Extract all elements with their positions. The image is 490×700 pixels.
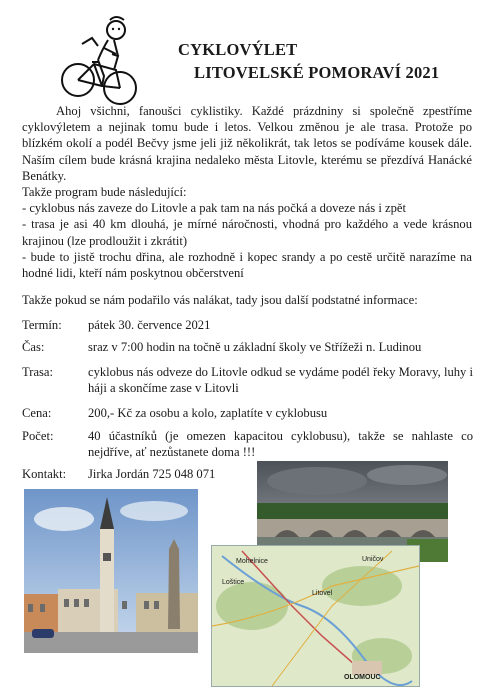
detail-value: sraz v 7:00 hodin na točně u základní školy ve Střížeži n. Ludinou [88,340,422,354]
route-map [211,545,420,687]
program-bullet-3: - bude to jistě trochu dřina, ale rozhodně i kopec srandy a po cestě určitě narazíme na hodné lidi, kteří nám poskytnou občerstvení [22,249,472,281]
detail-value: cyklobus nás odveze do Litovle odkud se vydáme podél řeky Moravy, luhy i háji a skončíme zase v Litovli [88,365,473,396]
program-bullet-1: - cyklobus nás zaveze do Litovle a pak tam na nás počká a doveze nás i zpět [22,201,406,216]
detail-row-price [22,405,482,423]
title-line-2: LITOVELSKÉ POMORAVÍ 2021 [194,63,440,82]
page-title [178,38,439,84]
cyclist-logo-icon [58,14,140,106]
intro-section [22,103,472,281]
detail-row-count [22,428,482,462]
detail-label: Trasa: [22,365,54,379]
detail-label: Kontakt: [22,467,67,481]
detail-label: Počet: [22,429,54,443]
program-bullet-2: - trasa je asi 40 km dlouhá, je mírné náročnosti, vhodná pro každého a vede krásnou krajinou (lze prodloužit i zkrátit) [22,217,472,248]
detail-label: Termín: [22,318,62,332]
detail-row-time [22,339,482,357]
detail-row-route [22,364,482,398]
map-label-litovel: Litovel [312,590,333,597]
intro-paragraph: Ahoj všichni, fanoušci cyklistiky. Každé prázdniny si společně zpestříme cyklovýletem a nejinak tomu bude i letos. Velkou změnou je ale trasa. Protože po blízkém okolí a podél Bečvy jsme jeli již několikrát, tak letos se podíváme kousek dále. Naším cílem bude krásná krajina nedaleko města Litovle, kterému se přezdívá Hanácké Benátky. [22,104,472,183]
detail-label: Cena: [22,406,52,420]
title-line-1: CYKLOVÝLET [178,40,298,59]
map-label-mohelnice: Mohelnice [236,558,268,565]
town-square-photo [24,489,198,653]
map-label-lostice: Loštice [222,579,245,586]
detail-row-date [22,317,482,335]
detail-value: 40 účastníků (je omezen kapacitou cyklobusu), takže se nahlaste co nejdříve, ať nezůstanete doma !!! [88,429,473,460]
info-lead: Takže pokud se nám podařilo vás nalákat, tady jsou další podstatné informace: [22,293,418,307]
detail-row-contact [22,466,282,484]
detail-value: 200,- Kč za osobu a kolo, zaplatíte v cyklobusu [88,406,328,420]
detail-value: Jirka Jordán 725 048 071 [88,467,216,481]
map-label-unicov: Uničov [362,556,384,563]
detail-label: Čas: [22,340,45,354]
program-intro: Takže program bude následující: [22,185,187,200]
detail-value: pátek 30. července 2021 [88,318,211,332]
map-label-olomouc: OLOMOUC [344,674,381,681]
